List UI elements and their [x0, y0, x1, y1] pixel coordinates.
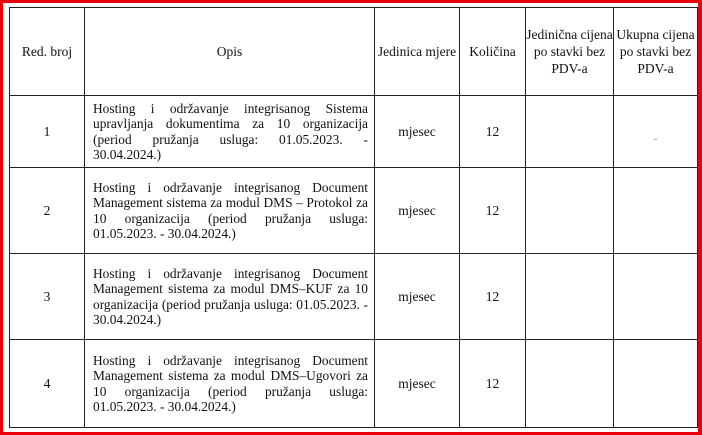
cell-jedinicna-cijena	[526, 168, 614, 254]
cell-opis: Hosting i održavanje integrisanog Sistema upravljanja dokumentima za 10 organizacija (period pružanja usluga: 01.05.2023. - 30.04.2024.)	[85, 96, 375, 168]
table-row	[10, 254, 698, 340]
cell-red-broj: 2	[10, 168, 85, 254]
cell-jedinica-mjere: mjesec	[375, 254, 460, 340]
table-row	[10, 340, 698, 428]
cell-jedinica-mjere: mjesec	[375, 168, 460, 254]
cell-kolicina: 12	[460, 254, 526, 340]
cell-kolicina: 12	[460, 340, 526, 428]
header-red-broj: Red. broj	[10, 8, 85, 96]
header-kolicina: Količina	[460, 8, 526, 96]
cell-red-broj: 3	[10, 254, 85, 340]
cell-red-broj: 1	[10, 96, 85, 168]
cell-jedinicna-cijena	[526, 96, 614, 168]
cell-jedinica-mjere: mjesec	[375, 96, 460, 168]
cell-kolicina: 12	[460, 168, 526, 254]
table-row	[10, 168, 698, 254]
cell-opis: Hosting i održavanje integrisanog Document Management sistema za modul DMS–KUF za 10 organizacija (period pružanja usluga: 01.05.2023. - 30.04.2024.)	[85, 254, 375, 340]
header-jedinicna-cijena: Jedinična cijena po stavki bez PDV-a	[526, 8, 614, 96]
cell-opis: Hosting i održavanje integrisanog Document Management sistema za modul DMS – Protokol za 10 organizacija (period pružanja usluga: 01.05.2023. - 30.04.2024.)	[85, 168, 375, 254]
cell-ukupna-cijena	[614, 340, 698, 428]
cell-jedinica-mjere: mjesec	[375, 340, 460, 428]
cell-jedinicna-cijena	[526, 254, 614, 340]
cell-opis: Hosting i održavanje integrisanog Document Management sistema za modul DMS–Ugovori za 10 organizacija (period pružanja usluga: 01.05.2023. - 30.04.2024.)	[85, 340, 375, 428]
cell-red-broj: 4	[10, 340, 85, 428]
header-jedinica-mjere: Jedinica mjere	[375, 8, 460, 96]
cell-jedinicna-cijena	[526, 340, 614, 428]
cell-ukupna-cijena	[614, 254, 698, 340]
cell-ukupna-cijena	[614, 168, 698, 254]
table-row	[10, 96, 698, 168]
header-ukupna-cijena: Ukupna cijena po stavki bez PDV-a	[614, 8, 698, 96]
header-row	[10, 8, 698, 96]
cell-kolicina: 12	[460, 96, 526, 168]
cell-ukupna-cijena: -	[614, 96, 698, 168]
price-table	[9, 7, 698, 428]
header-opis: Opis	[85, 8, 375, 96]
